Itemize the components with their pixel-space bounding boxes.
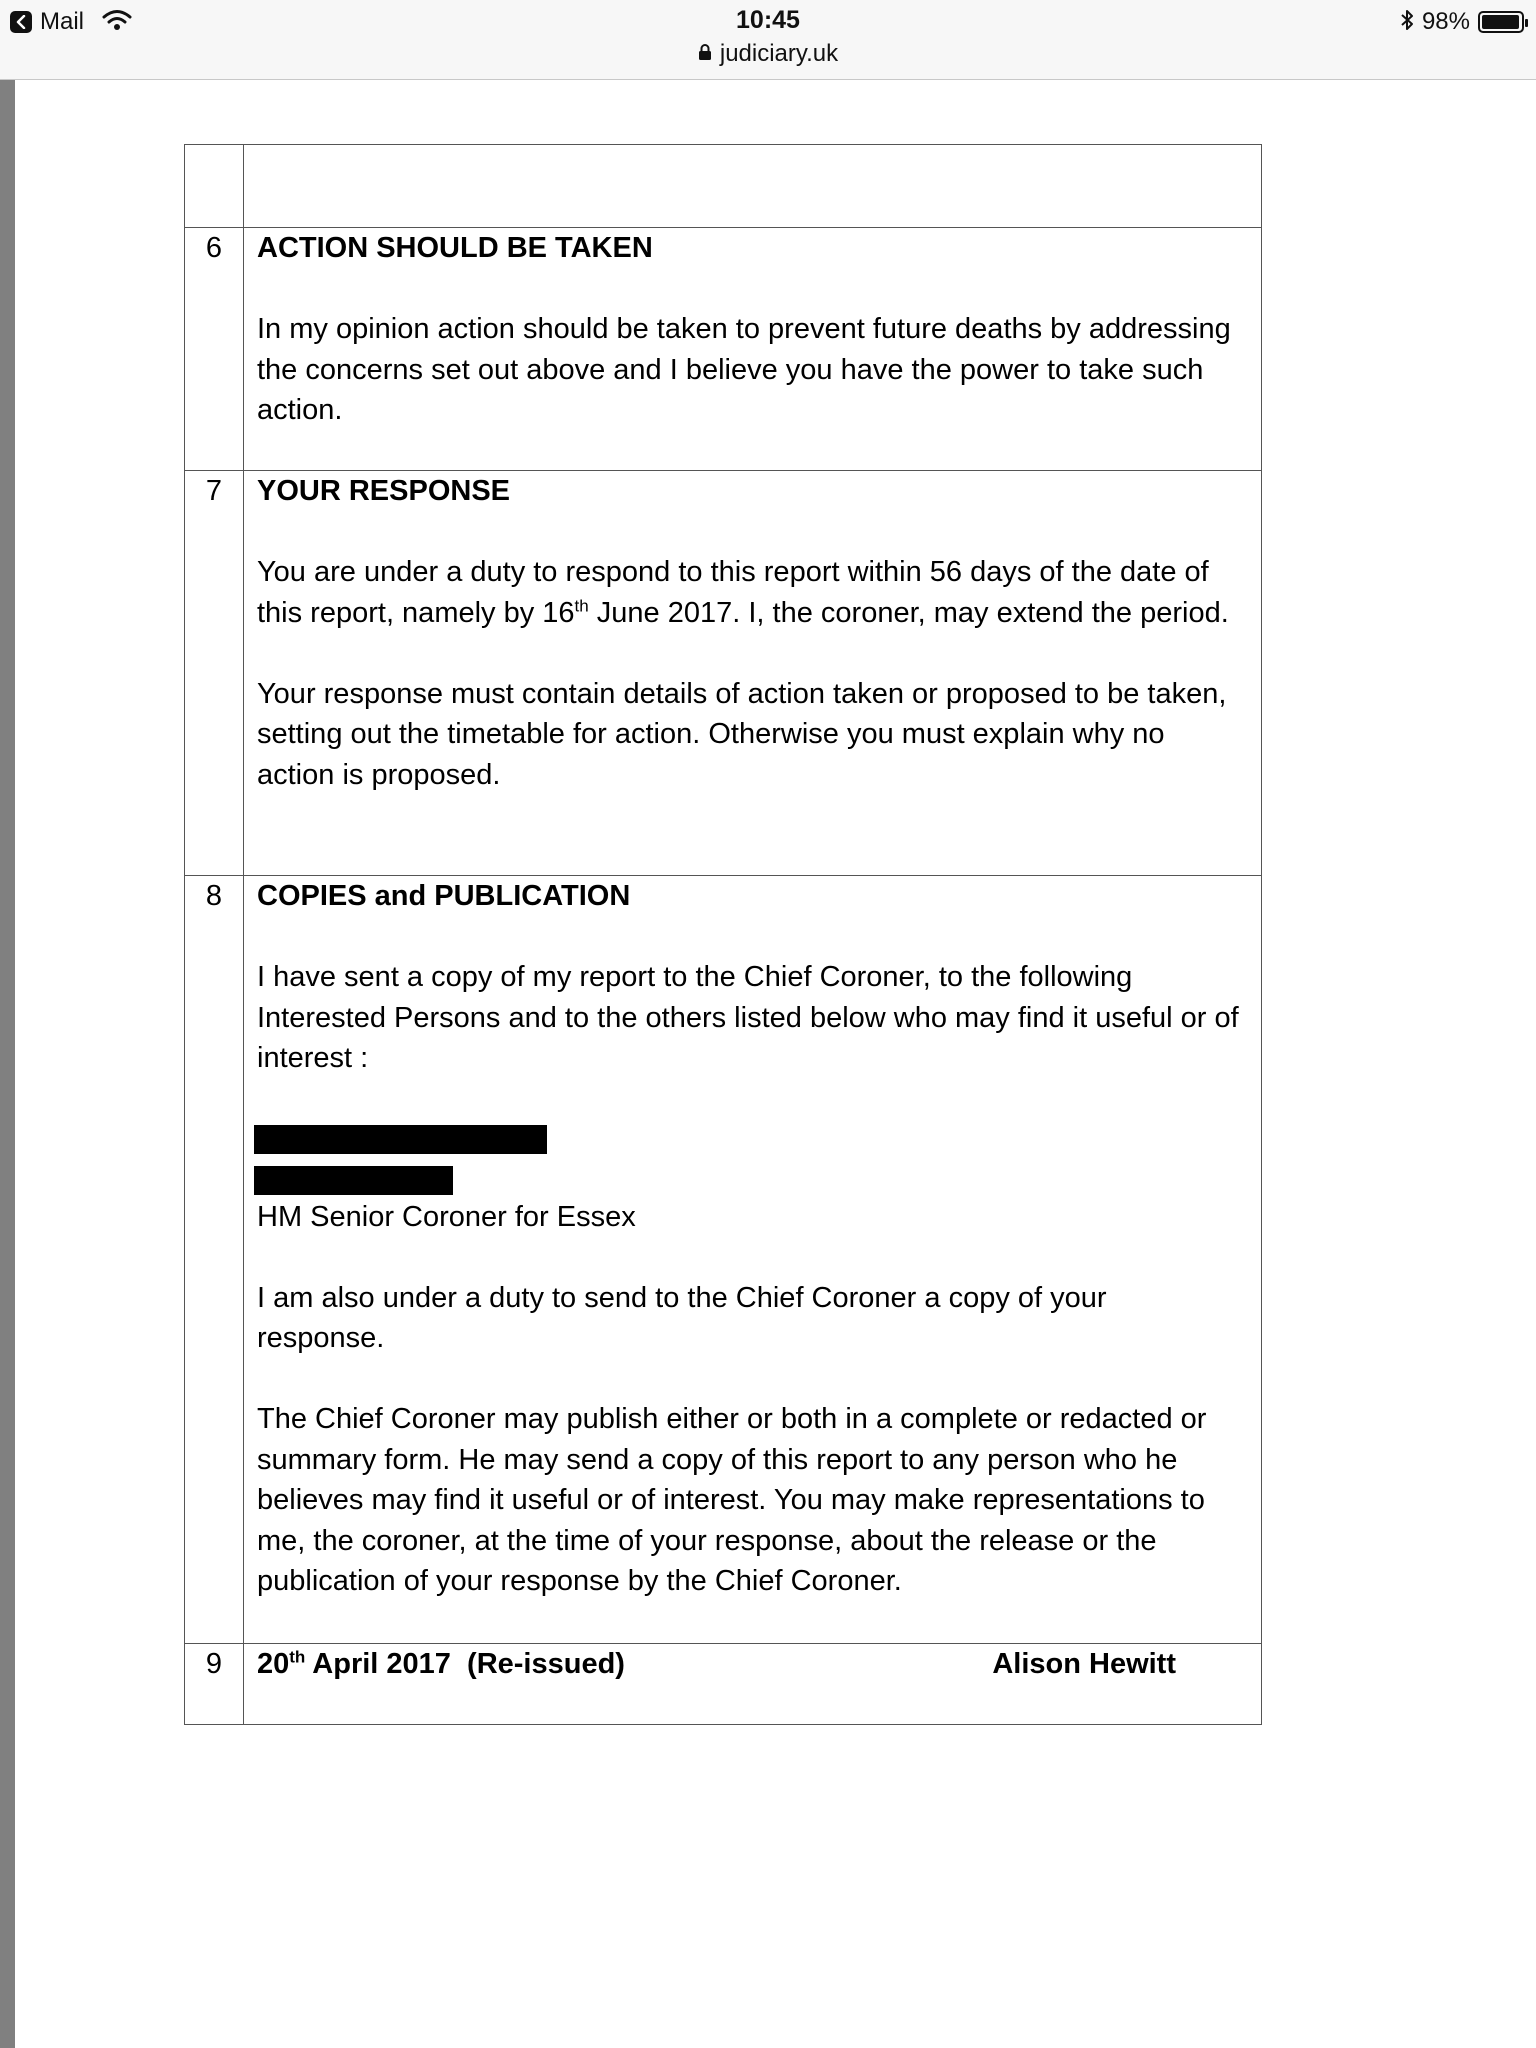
battery-icon xyxy=(1478,11,1524,33)
section-7 xyxy=(185,470,1261,875)
ordinal-suffix: th xyxy=(574,595,589,615)
battery-tip xyxy=(1525,19,1528,27)
section-paragraph: I am also under a duty to send to the Chief Coroner a copy of your response. xyxy=(257,1281,1107,1354)
date-rest: April 2017 (Re-issued) xyxy=(305,1648,625,1680)
section-heading: ACTION SHOULD BE TAKEN xyxy=(257,232,653,264)
url-text[interactable]: judiciary.uk xyxy=(719,40,839,67)
section-content xyxy=(244,876,1261,1643)
recipient-name: HM Senior Coroner for Essex xyxy=(257,1200,636,1233)
clock: 10:45 xyxy=(736,6,800,34)
section-heading: COPIES and PUBLICATION xyxy=(257,880,631,912)
section-6 xyxy=(185,227,1261,470)
table-row xyxy=(185,145,1261,227)
battery-percent: 98% xyxy=(1421,8,1470,35)
status-indicators xyxy=(1400,8,1524,36)
report-table xyxy=(184,144,1262,1725)
section-content xyxy=(244,228,1261,470)
page-gutter xyxy=(0,80,15,2048)
paragraph-text: June 2017. I, the coroner, may extend the period. xyxy=(588,596,1229,629)
section-content xyxy=(244,471,1261,875)
section-paragraph: I have sent a copy of my report to the Chief Coroner, to the following Interested Persons and to the others listed below who may find it useful or of interest : xyxy=(257,961,1239,1074)
section-content xyxy=(244,1644,1261,1724)
section-paragraph xyxy=(257,552,1241,633)
row-number-cell xyxy=(185,145,244,227)
report-date xyxy=(257,1644,625,1685)
section-number: 7 xyxy=(185,471,244,875)
section-number: 9 xyxy=(185,1644,244,1724)
section-heading: YOUR RESPONSE xyxy=(257,475,510,507)
bluetooth-icon xyxy=(1400,9,1414,36)
section-number: 8 xyxy=(185,876,244,1643)
signatory-name: Alison Hewitt xyxy=(992,1648,1176,1680)
date-day: 20 xyxy=(257,1648,290,1680)
row-content-cell xyxy=(244,145,1261,227)
address-bar[interactable] xyxy=(0,40,1536,68)
section-paragraph: Your response must contain details of action taken or proposed to be taken, setting out the timetable for action. Otherwise you must explain why no action is proposed. xyxy=(257,677,1227,791)
lock-icon xyxy=(698,40,712,68)
ordinal-suffix: th xyxy=(289,1647,306,1667)
section-8 xyxy=(185,875,1261,1643)
redaction-bar xyxy=(254,1166,453,1195)
battery-level xyxy=(1482,15,1519,29)
spacer xyxy=(257,1079,1241,1125)
spacer xyxy=(257,1154,1241,1166)
section-9 xyxy=(185,1643,1261,1724)
section-paragraph: In my opinion action should be taken to prevent future deaths by addressing the concerns set out above and I believe you have the power to take such action. xyxy=(257,313,1231,426)
signature-line xyxy=(257,1644,1241,1685)
redaction-bar xyxy=(254,1125,547,1154)
back-app-label[interactable]: Mail xyxy=(40,8,85,35)
section-number: 6 xyxy=(185,228,244,470)
section-paragraph: The Chief Coroner may publish either or both in a complete or redacted or summary form. He may send a copy of this report to any person who he believes may find it useful or of interest. You may make representations to me, the coroner, at the time of your response, about the release or the publication of your response by the Chief Coroner. xyxy=(257,1403,1207,1597)
paragraph-text: You are under a duty to respond to this report within 56 days of the date of this report, namely by 16 xyxy=(257,556,1209,629)
status-bar xyxy=(0,0,1536,80)
